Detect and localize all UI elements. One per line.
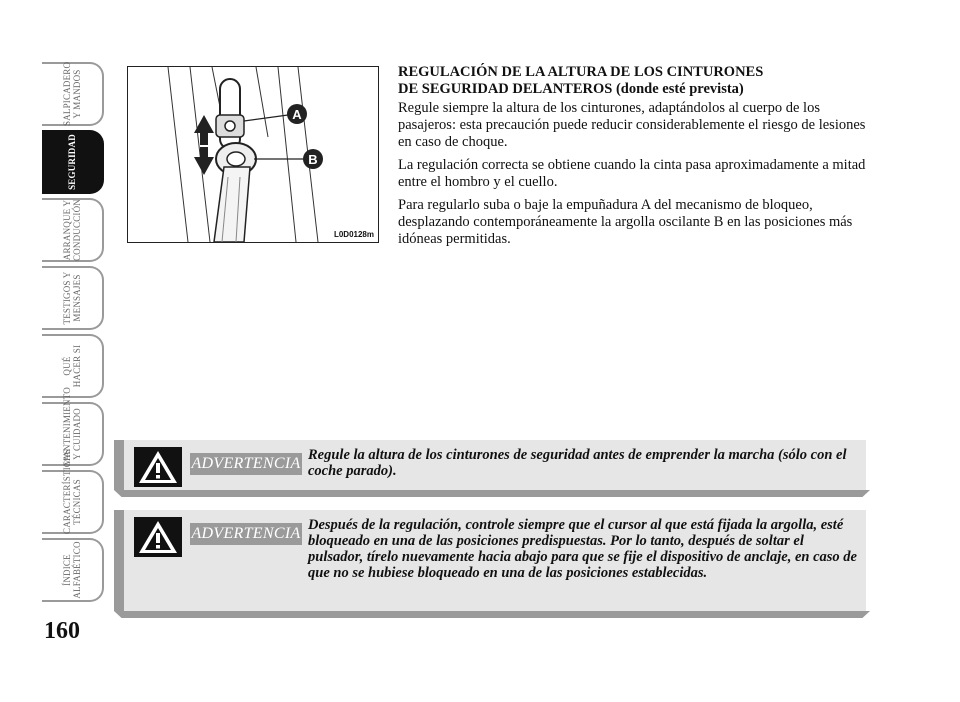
paragraph: La regulación correcta se obtiene cuando la cinta pasa aproximadamente a mitad entre el hombro y el cuello. bbox=[398, 157, 866, 190]
warning-icon-box bbox=[134, 447, 182, 487]
paragraph: Para regularlo suba o baje la empuñadura A del mecanismo de bloqueo, desplazando contemporáneamente la argolla oscilante B en las posiciones más idóneas permitidas. bbox=[398, 197, 853, 247]
section-heading bbox=[398, 64, 868, 98]
heading-line-1: REGULACIÓN DE LA ALTURA DE LOS CINTURONES bbox=[398, 64, 764, 80]
tab-label: MANTENIMIENTO Y CUIDADO bbox=[62, 387, 82, 466]
callout-b: B bbox=[308, 152, 318, 167]
tab-salpicadero[interactable] bbox=[42, 62, 104, 126]
tab-seguridad[interactable] bbox=[42, 130, 104, 194]
tab-indice[interactable] bbox=[42, 538, 104, 602]
warning-box bbox=[114, 440, 866, 490]
warning-text: Después de la regulación, controle siempre que el cursor al que está fijada la argolla, esté bloqueado en una de las posiciones predispuestas. Por lo tanto, después de soltar el pulsador, tírelo nuevamente hacia abajo para que se fije el dispositivo de anclaje, en caso de que no se hubiese bloqueado en una de las posiciones establecidas. bbox=[308, 517, 857, 581]
tab-label: ARRANQUE Y CONDUCCIÓN bbox=[62, 199, 82, 262]
warning-box bbox=[114, 510, 866, 611]
tab-label: ÍNDICE ALFABÉTICO bbox=[62, 541, 82, 599]
paragraph: Regule siempre la altura de los cinturones, adaptándolos al cuerpo de los pasajeros: esta precaución puede reducir considerablemente el riesgo de lesiones en caso de choque. bbox=[398, 100, 866, 150]
tab-que-hacer-si[interactable] bbox=[42, 334, 104, 398]
callout-a: A bbox=[292, 107, 302, 122]
tab-label: SALPICADERO Y MANDOS bbox=[62, 61, 82, 126]
tab-mantenimiento[interactable] bbox=[42, 387, 104, 466]
warning-icon-box bbox=[134, 517, 182, 557]
tab-testigos[interactable] bbox=[42, 266, 104, 330]
tab-label: SEGURIDAD bbox=[67, 134, 77, 190]
tab-caracteristicas[interactable] bbox=[42, 448, 104, 534]
figure-code: L0D0128m bbox=[333, 230, 374, 239]
tab-arranque[interactable] bbox=[42, 198, 104, 262]
warning-label: ADVERTENCIA bbox=[190, 523, 302, 545]
tab-label: CARACTERÍSTICAS TÉCNICAS bbox=[62, 448, 82, 534]
page-number: 160 bbox=[44, 618, 80, 644]
warning-triangle-icon bbox=[134, 447, 182, 487]
warning-label: ADVERTENCIA bbox=[190, 453, 302, 475]
tab-label: QUÉ HACER SI bbox=[62, 344, 82, 388]
warning-text: Regule la altura de los cinturones de seguridad antes de emprender la marcha (sólo con el coche parado). bbox=[308, 447, 847, 479]
heading-line-2: DE SEGURIDAD DELANTEROS (donde esté prevista) bbox=[398, 81, 744, 97]
seatbelt-adjuster-drawing bbox=[128, 67, 378, 242]
warning-triangle-icon bbox=[134, 517, 182, 557]
tab-label: TESTIGOS Y MENSAJES bbox=[62, 271, 82, 325]
seatbelt-adjuster-figure bbox=[127, 66, 379, 243]
section-content bbox=[398, 64, 868, 254]
